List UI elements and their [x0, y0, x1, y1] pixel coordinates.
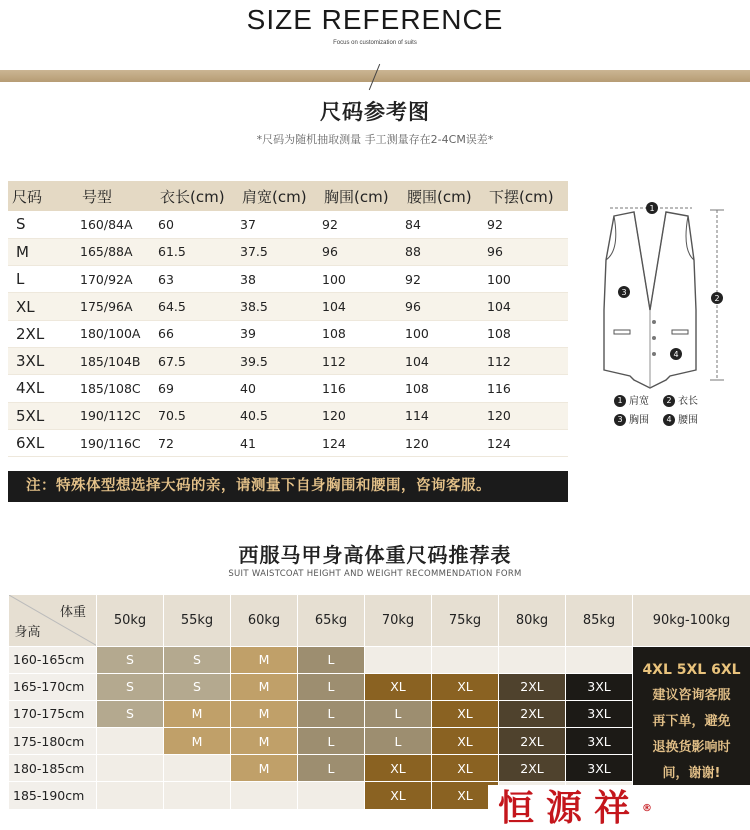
table-cell: M [8, 238, 78, 265]
table-cell: 38.5 [238, 293, 320, 320]
table-cell: 84 [403, 211, 485, 238]
table-row [8, 211, 568, 238]
table-cell: 40 [238, 375, 320, 402]
size-cell: 3XL [566, 728, 633, 755]
table-row [8, 347, 568, 374]
weight-label: 体重 [59, 605, 86, 620]
size-cell [298, 782, 365, 809]
table-cell: 170/92A [78, 266, 156, 293]
recommendation-subtitle: SUIT WAISTCOAT HEIGHT AND WEIGHT RECOMMENDATION FORM [228, 569, 522, 579]
table-cell: 120 [403, 429, 485, 456]
table-cell: 112 [320, 347, 403, 374]
height-header: 180-185cm [9, 755, 97, 782]
page-subtitle: Focus on customization of suits [333, 40, 417, 46]
size-cell: L [298, 755, 365, 782]
column-header: 尺码 [8, 181, 78, 211]
table-cell: 66 [156, 320, 238, 347]
height-header: 185-190cm [9, 782, 97, 809]
height-header: 160-165cm [9, 646, 97, 673]
table-cell: 104 [320, 293, 403, 320]
table-cell: 112 [485, 347, 568, 374]
marker-3: 3 [621, 288, 627, 297]
weight-header: 90kg-100kg [633, 595, 750, 646]
table-cell: 100 [320, 266, 403, 293]
size-table [8, 181, 568, 457]
weight-header: 55kg [164, 595, 231, 646]
marker-1: 1 [649, 204, 655, 213]
table-cell: 41 [238, 429, 320, 456]
size-table-header [8, 181, 568, 211]
size-cell [432, 646, 499, 673]
size-cell [97, 755, 164, 782]
legend-item: 2 衣长 [663, 392, 698, 411]
size-cell: S [97, 646, 164, 673]
special-size-note: 注：特殊体型想选择大码的亲，请测量下自身胸围和腰围，咨询客服。 [8, 471, 568, 502]
legend-item: 3 胸围 [614, 411, 649, 430]
table-cell: 96 [320, 238, 403, 265]
size-cell: 3XL [566, 673, 633, 700]
weight-header: 75kg [432, 595, 499, 646]
weight-header: 85kg [566, 595, 633, 646]
table-cell: 88 [403, 238, 485, 265]
table-cell: 92 [403, 266, 485, 293]
table-cell: 4XL [8, 375, 78, 402]
height-header: 165-170cm [9, 673, 97, 700]
size-cell [566, 646, 633, 673]
column-header: 肩宽(cm) [238, 181, 320, 211]
size-cell [97, 782, 164, 809]
size-cell: M [164, 700, 231, 727]
table-corner [9, 595, 97, 646]
table-cell: 96 [485, 238, 568, 265]
table-row [8, 238, 568, 265]
table-cell: 175/96A [78, 293, 156, 320]
weight-header: 80kg [499, 595, 566, 646]
large-size-advice: 4XL 5XL 6XL 建议咨询客服 再下单，避免 退换货影响时 间，谢谢! [633, 646, 750, 809]
table-row [8, 320, 568, 347]
size-cell: L [298, 673, 365, 700]
table-row [9, 646, 750, 673]
size-section-note: *尺码为随机抽取测量 手工测量存在2-4CM误差* [256, 133, 494, 146]
weight-header: 65kg [298, 595, 365, 646]
table-cell: 116 [320, 375, 403, 402]
size-cell: S [164, 673, 231, 700]
size-cell [231, 782, 298, 809]
size-cell: M [231, 755, 298, 782]
table-cell: 108 [403, 375, 485, 402]
size-cell: S [97, 673, 164, 700]
table-cell: 100 [485, 266, 568, 293]
table-cell: 120 [485, 402, 568, 429]
column-header: 胸围(cm) [320, 181, 403, 211]
size-cell [97, 728, 164, 755]
height-label: 身高 [14, 624, 41, 640]
size-cell: XL [432, 728, 499, 755]
table-cell: 70.5 [156, 402, 238, 429]
recommendation-table [8, 595, 750, 810]
size-cell: 3XL [566, 755, 633, 782]
table-cell: 38 [238, 266, 320, 293]
table-cell: 37.5 [238, 238, 320, 265]
table-cell: 40.5 [238, 402, 320, 429]
table-cell: 39.5 [238, 347, 320, 374]
size-cell: M [231, 646, 298, 673]
table-cell: 63 [156, 266, 238, 293]
page-title: SIZE REFERENCE [246, 4, 504, 35]
table-cell: 3XL [8, 347, 78, 374]
size-cell: M [231, 673, 298, 700]
table-cell: 2XL [8, 320, 78, 347]
table-cell: 185/108C [78, 375, 156, 402]
size-cell: 2XL [499, 673, 566, 700]
column-header: 号型 [78, 181, 156, 211]
table-cell: 61.5 [156, 238, 238, 265]
size-cell: S [164, 646, 231, 673]
table-cell: 104 [485, 293, 568, 320]
table-cell: 124 [320, 429, 403, 456]
table-cell: 92 [485, 211, 568, 238]
size-cell: M [164, 728, 231, 755]
size-cell [499, 646, 566, 673]
table-cell: 190/112C [78, 402, 156, 429]
table-row [8, 375, 568, 402]
table-cell: 6XL [8, 429, 78, 456]
size-cell: XL [365, 755, 432, 782]
table-cell: 108 [485, 320, 568, 347]
recommendation-title: 西服马甲身高体重尺码推荐表 [238, 543, 512, 567]
table-cell: 69 [156, 375, 238, 402]
table-row [8, 266, 568, 293]
diagram-legend [614, 392, 698, 430]
table-cell: 37 [238, 211, 320, 238]
height-header: 175-180cm [9, 728, 97, 755]
weight-header: 60kg [231, 595, 298, 646]
size-cell: L [298, 646, 365, 673]
table-cell: 60 [156, 211, 238, 238]
height-header: 170-175cm [9, 700, 97, 727]
table-cell: 64.5 [156, 293, 238, 320]
table-cell: 104 [403, 347, 485, 374]
table-cell: S [8, 211, 78, 238]
table-row [8, 429, 568, 456]
size-cell [365, 646, 432, 673]
table-row [8, 402, 568, 429]
table-cell: 120 [320, 402, 403, 429]
size-cell: XL [365, 673, 432, 700]
table-cell: 124 [485, 429, 568, 456]
marker-2: 2 [714, 294, 720, 303]
table-cell: 165/88A [78, 238, 156, 265]
size-cell: XL [432, 673, 499, 700]
size-cell: M [231, 700, 298, 727]
weight-header: 50kg [97, 595, 164, 646]
table-cell: 67.5 [156, 347, 238, 374]
size-cell: L [298, 728, 365, 755]
table-row [8, 293, 568, 320]
table-cell: 72 [156, 429, 238, 456]
table-cell: 114 [403, 402, 485, 429]
column-header: 腰围(cm) [403, 181, 485, 211]
brand-logo: 恒源祥® [488, 785, 750, 830]
size-cell: L [298, 700, 365, 727]
size-cell: L [365, 728, 432, 755]
size-cell: S [97, 700, 164, 727]
table-cell: 108 [320, 320, 403, 347]
size-cell [164, 782, 231, 809]
size-cell: 2XL [499, 755, 566, 782]
marker-4: 4 [673, 350, 679, 359]
size-cell: XL [432, 782, 499, 809]
size-cell: L [365, 700, 432, 727]
table-cell: 92 [320, 211, 403, 238]
table-cell: 185/104B [78, 347, 156, 374]
table-cell: 5XL [8, 402, 78, 429]
table-cell: 96 [403, 293, 485, 320]
legend-item: 1 肩宽 [614, 392, 649, 411]
size-section-title: 尺码参考图 [320, 100, 430, 124]
weight-header: 70kg [365, 595, 432, 646]
size-cell: XL [432, 700, 499, 727]
legend-item: 4 腰围 [663, 411, 698, 430]
table-cell: 100 [403, 320, 485, 347]
column-header: 下摆(cm) [485, 181, 568, 211]
size-cell: 2XL [499, 700, 566, 727]
table-cell: 39 [238, 320, 320, 347]
size-cell: 2XL [499, 728, 566, 755]
table-cell: 180/100A [78, 320, 156, 347]
size-cell: XL [365, 782, 432, 809]
size-cell: XL [432, 755, 499, 782]
size-cell [164, 755, 231, 782]
table-cell: XL [8, 293, 78, 320]
size-cell: 3XL [566, 700, 633, 727]
table-cell: 116 [485, 375, 568, 402]
table-cell: L [8, 266, 78, 293]
table-cell: 190/116C [78, 429, 156, 456]
size-cell: M [231, 728, 298, 755]
table-cell: 160/84A [78, 211, 156, 238]
column-header: 衣长(cm) [156, 181, 238, 211]
